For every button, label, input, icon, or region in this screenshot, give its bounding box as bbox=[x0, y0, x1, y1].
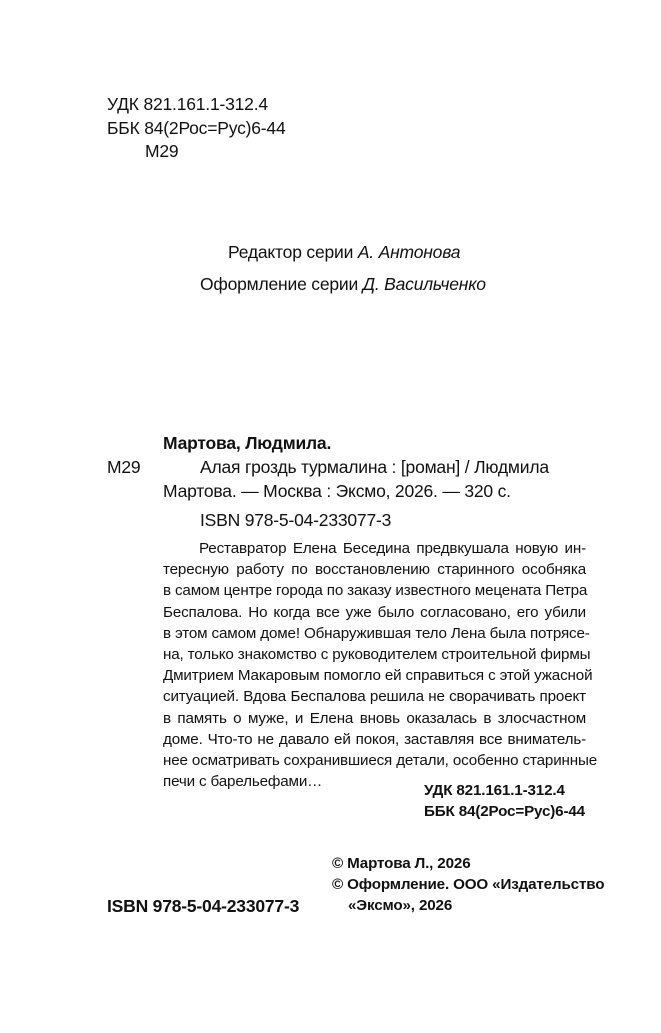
series-editor-line bbox=[228, 240, 460, 264]
series-design-line bbox=[200, 272, 486, 296]
series-design-label: Оформление серии bbox=[200, 274, 363, 294]
bbk-code-top: ББК 84(2Рос=Рус)6-44 bbox=[107, 118, 286, 138]
author-mark: М29 bbox=[107, 457, 141, 477]
abstract-line: нее осматривать сохранившиеся детали, особенно старинные bbox=[163, 752, 598, 770]
abstract-line: печи с барельефами… bbox=[163, 773, 323, 791]
series-editor-label: Редактор серии bbox=[228, 242, 358, 262]
abstract-line: тересную работу по восстановлению старинного особняка bbox=[163, 561, 586, 579]
description-line-2: Мартова. — Москва : Эксмо, 2026. — 320 с. bbox=[163, 481, 511, 501]
author-mark-top: М29 bbox=[145, 141, 179, 161]
copyright-design-line-2: «Эксмо», 2026 bbox=[348, 897, 453, 914]
udk-code-top: УДК 821.161.1-312.4 bbox=[107, 94, 268, 114]
abstract-line: Реставратор Елена Беседина предвкушала новую ин- bbox=[199, 540, 586, 557]
abstract-line: Дмитрием Макаровым помогло ей справиться с этой ужасной bbox=[163, 667, 593, 685]
abstract-line: в память о муже, и Елена вновь оказалась в злосчастном bbox=[163, 709, 586, 727]
abstract-line: в этом самом доме! Обнаружившая тело Лена была потрясе- bbox=[163, 624, 590, 642]
isbn-bottom: ISBN 978-5-04-233077-3 bbox=[107, 896, 300, 916]
abstract-line: на, только знакомство с руководителем строительной фирмы bbox=[163, 646, 591, 664]
series-design-name: Д. Васильченко bbox=[362, 274, 486, 294]
series-editor-name: А. Антонова bbox=[357, 242, 461, 262]
bbk-code-bottom: ББК 84(2Рос=Рус)6-44 bbox=[424, 803, 585, 820]
abstract-line: ситуацией. Вдова Беспалова решила не сворачивать проект bbox=[163, 688, 586, 706]
abstract-line: в самом центре города по заказу известного мецената Петра bbox=[163, 582, 588, 600]
abstract-line: доме. Что-то не давало ей покоя, заставляя все вниматель- bbox=[163, 730, 586, 748]
abstract-line: Беспалова. Но когда все уже было согласовано, его убили bbox=[163, 603, 586, 621]
abstract-paragraph bbox=[163, 538, 598, 792]
isbn-record: ISBN 978-5-04-233077-3 bbox=[200, 510, 392, 530]
udk-code-bottom: УДК 821.161.1-312.4 bbox=[424, 782, 565, 799]
copyright-design-line-1: © Оформление. ООО «Издательство bbox=[332, 876, 605, 893]
author-heading: Мартова, Людмила. bbox=[163, 433, 332, 453]
copyright-author: © Мартова Л., 2026 bbox=[332, 855, 471, 872]
description-line-1: Алая гроздь турмалина : [роман] / Людмила bbox=[200, 457, 549, 477]
